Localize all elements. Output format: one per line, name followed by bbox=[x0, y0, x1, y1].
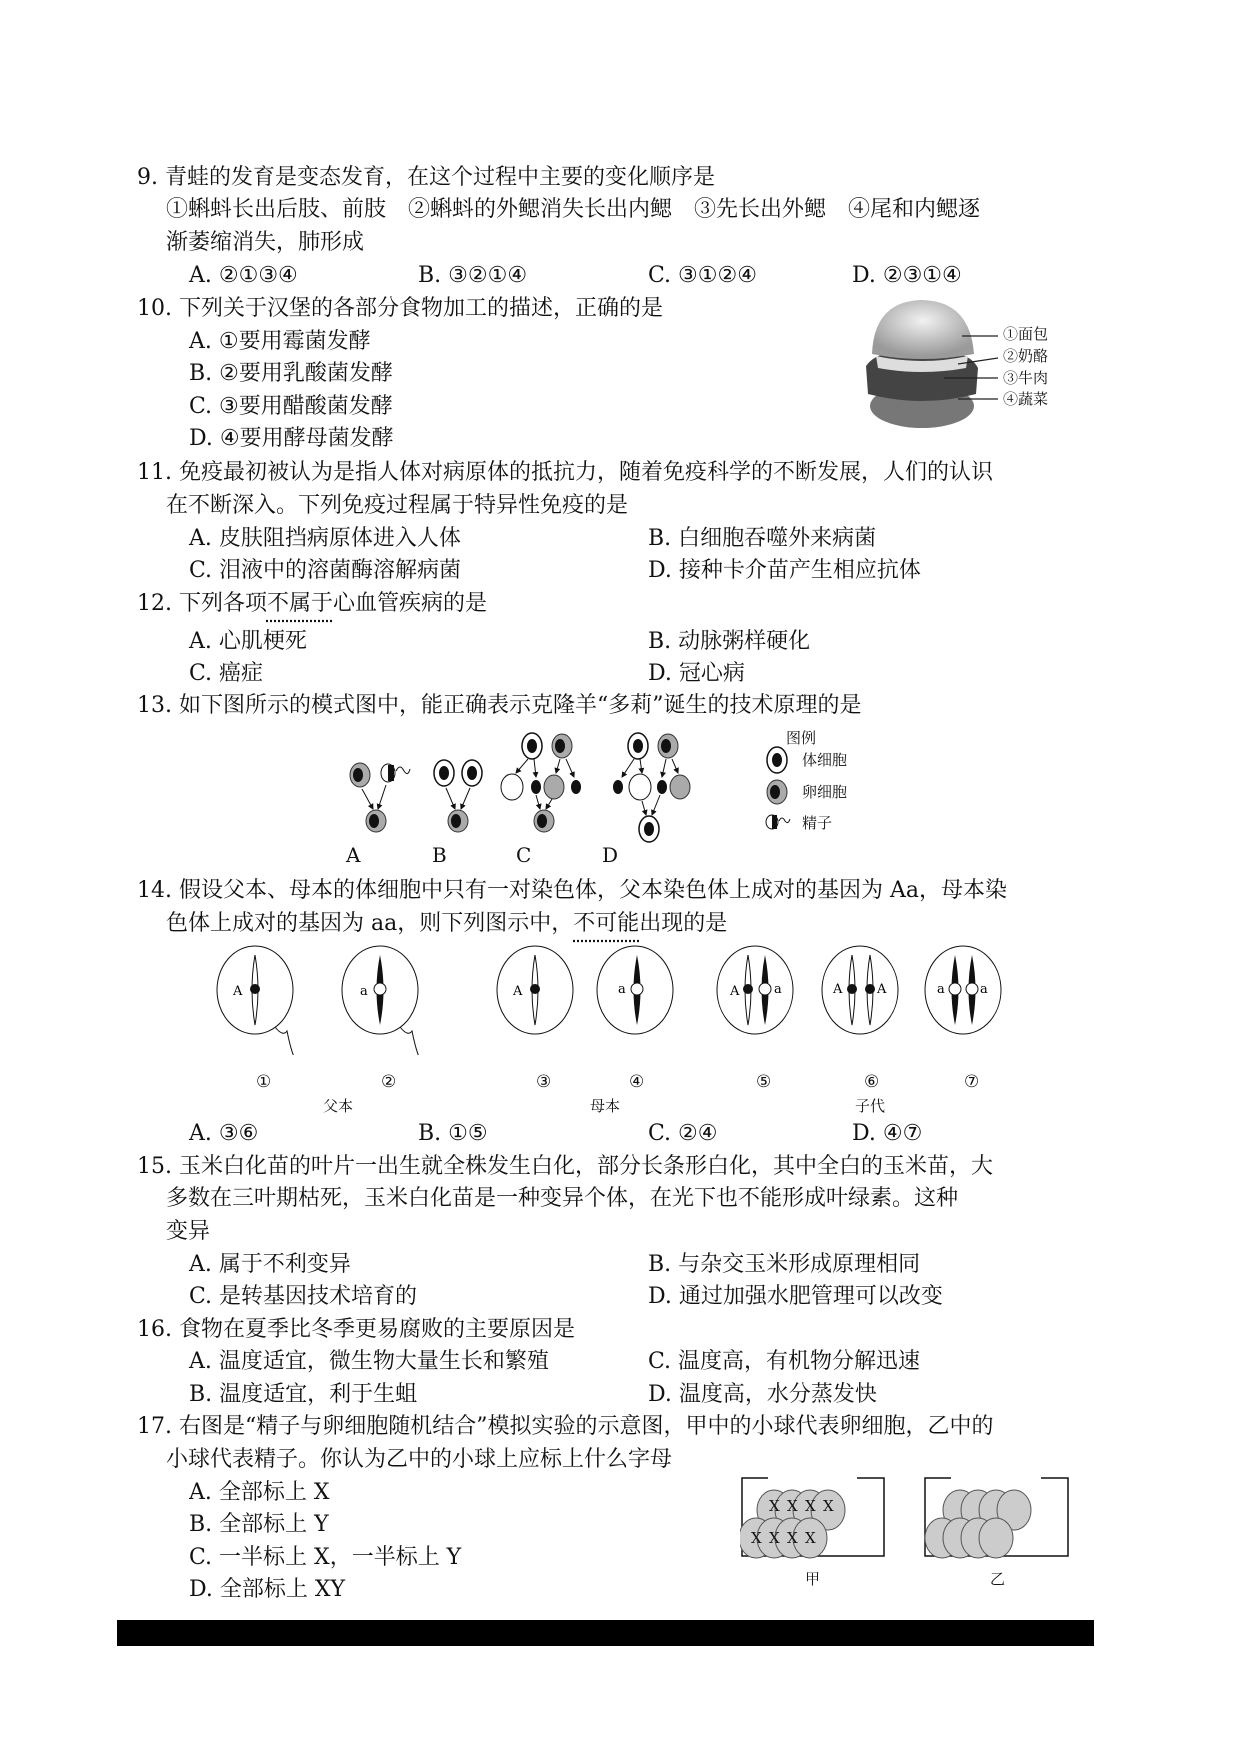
svg-text:A: A bbox=[513, 984, 523, 999]
q16-stem: 16. 食物在夏季比冬季更易腐败的主要原因是 bbox=[137, 1317, 575, 1342]
q15-option-d[interactable]: D. 通过加强水肥管理可以改变 bbox=[648, 1284, 943, 1309]
cell-number-2: ② bbox=[381, 1072, 397, 1092]
q11-option-a[interactable]: A. 皮肤阻挡病原体进入人体 bbox=[189, 526, 461, 551]
q15-stem: 15. 玉米白化苗的叶片一出生就全株发生白化，部分长条形白化，其中全白的玉米苗，大 bbox=[137, 1154, 993, 1179]
q9-option-a[interactable]: A. ②①③④ bbox=[189, 263, 298, 288]
q12-stem-pre: 12. 下列各项 bbox=[137, 591, 267, 616]
page-footer-bar bbox=[117, 1620, 1094, 1646]
ball-label: X bbox=[751, 1529, 762, 1547]
box-jia-balls bbox=[740, 1476, 890, 1558]
legend-somatic-cell: 体细胞 bbox=[802, 751, 848, 769]
box-label-jia: 甲 bbox=[805, 1570, 821, 1588]
ball-boxes-figure bbox=[740, 1476, 1080, 1616]
chromosome-diagram-svg bbox=[200, 945, 1020, 1055]
svg-text:A: A bbox=[877, 982, 887, 997]
q14-option-a[interactable]: A. ③⑥ bbox=[189, 1121, 259, 1146]
legend-sperm: 精子 bbox=[802, 814, 833, 832]
hamburger-figure bbox=[858, 296, 1078, 431]
q16-option-c[interactable]: C. 温度高，有机物分解迅速 bbox=[648, 1349, 921, 1374]
q11-line2: 在不断深入。下列免疫过程属于特异性免疫的是 bbox=[166, 493, 629, 518]
q14-option-c[interactable]: C. ②④ bbox=[648, 1121, 718, 1146]
label-bread: ①面包 bbox=[1003, 325, 1049, 343]
q9-line2: ①蝌蚪长出后肢、前肢 ②蝌蚪的外鳃消失长出内鳃 ③先长出外鳃 ④尾和内鳃逐 bbox=[166, 197, 981, 222]
q17-option-d[interactable]: D. 全部标上 XY bbox=[189, 1577, 346, 1602]
option-a-diagram bbox=[350, 763, 410, 832]
q10-option-a[interactable]: A. ①要用霉菌发酵 bbox=[189, 329, 371, 354]
svg-text:A: A bbox=[833, 982, 843, 997]
q11-option-b[interactable]: B. 白细胞吞噬外来病菌 bbox=[648, 526, 877, 551]
q9-option-b[interactable]: B. ③②①④ bbox=[418, 263, 528, 288]
ball-label: X bbox=[787, 1529, 798, 1547]
q16-option-b[interactable]: B. 温度适宜，利于生蛆 bbox=[189, 1382, 418, 1407]
q13-stem: 13. 如下图所示的模式图中，能正确表示克隆羊“多莉”诞生的技术原理的是 bbox=[137, 693, 862, 718]
q9-option-d[interactable]: D. ②③①④ bbox=[852, 263, 962, 288]
diagram-label-c: C bbox=[516, 843, 532, 867]
svg-text:a: a bbox=[980, 982, 988, 997]
svg-text:A: A bbox=[233, 984, 243, 999]
diagram-label-b: B bbox=[432, 843, 447, 867]
q14-option-b[interactable]: B. ①⑤ bbox=[418, 1121, 488, 1146]
q12-option-a[interactable]: A. 心肌梗死 bbox=[189, 629, 307, 654]
q10-stem: 10. 下列关于汉堡的各部分食物加工的描述，正确的是 bbox=[137, 296, 663, 321]
option-c-diagram bbox=[501, 733, 581, 832]
cell-number-4: ④ bbox=[629, 1072, 645, 1092]
q17-stem: 17. 右图是“精子与卵细胞随机结合”模拟实验的示意图，甲中的小球代表卵细胞，乙中的 bbox=[137, 1414, 994, 1439]
q10-option-d[interactable]: D. ④要用酵母菌发酵 bbox=[189, 426, 394, 451]
cloning-diagram bbox=[340, 725, 900, 865]
q11-option-d[interactable]: D. 接种卡介苗产生相应抗体 bbox=[648, 558, 921, 583]
q15-option-a[interactable]: A. 属于不利变异 bbox=[189, 1252, 351, 1277]
q14-line2-emphasis: 不可能 bbox=[573, 911, 640, 936]
q15-option-b[interactable]: B. 与杂交玉米形成原理相同 bbox=[648, 1252, 921, 1277]
cell-number-3: ③ bbox=[536, 1072, 552, 1092]
svg-text:a: a bbox=[774, 982, 782, 997]
q14-line2-post: 出现的是 bbox=[639, 911, 728, 936]
q14-stem: 14. 假设父本、母本的体细胞中只有一对染色体，父本染色体上成对的基因为 Aa，母本染 bbox=[137, 878, 1007, 903]
box-label-yi: 乙 bbox=[990, 1570, 1006, 1588]
q17-line2: 小球代表精子。你认为乙中的小球上应标上什么字母 bbox=[166, 1447, 673, 1472]
label-beef: ③牛肉 bbox=[1003, 369, 1049, 387]
cell-number-6: ⑥ bbox=[864, 1072, 880, 1092]
q10-option-c[interactable]: C. ③要用醋酸菌发酵 bbox=[189, 394, 393, 419]
q9-stem: 9. 青蛙的发育是变态发育，在这个过程中主要的变化顺序是 bbox=[137, 165, 715, 190]
q12-option-c[interactable]: C. 癌症 bbox=[189, 661, 264, 686]
legend bbox=[766, 747, 790, 829]
ball-label: X bbox=[787, 1497, 798, 1515]
q9-option-c[interactable]: C. ③①②④ bbox=[648, 263, 757, 288]
q12-stem-post: 心血管疾病的是 bbox=[333, 591, 488, 616]
q17-option-c[interactable]: C. 一半标上 X，一半标上 Y bbox=[189, 1545, 462, 1570]
chromosome-diagram bbox=[200, 945, 1020, 1115]
legend-egg-cell: 卵细胞 bbox=[802, 783, 848, 801]
ball-label: X bbox=[769, 1497, 780, 1515]
svg-text:a: a bbox=[937, 982, 945, 997]
q12-stem-emphasis: 不属于 bbox=[266, 591, 333, 616]
svg-text:a: a bbox=[618, 982, 626, 997]
q17-option-b[interactable]: B. 全部标上 Y bbox=[189, 1512, 329, 1537]
ball-label: X bbox=[805, 1529, 816, 1547]
q12-stem bbox=[137, 589, 487, 619]
q15-option-c[interactable]: C. 是转基因技术培育的 bbox=[189, 1284, 418, 1309]
q15-line2: 多数在三叶期枯死，玉米白化苗是一种变异个体，在光下也不能形成叶绿素。这种 bbox=[166, 1186, 959, 1211]
ball-label: X bbox=[823, 1497, 834, 1515]
svg-text:a: a bbox=[360, 984, 368, 999]
q16-option-a[interactable]: A. 温度适宜，微生物大量生长和繁殖 bbox=[189, 1349, 549, 1374]
label-cheese: ②奶酪 bbox=[1003, 347, 1049, 365]
group-label-mother: 母本 bbox=[590, 1097, 621, 1115]
q12-option-d[interactable]: D. 冠心病 bbox=[648, 661, 745, 686]
cell-number-7: ⑦ bbox=[964, 1072, 980, 1092]
option-b-diagram bbox=[434, 760, 482, 832]
q16-option-d[interactable]: D. 温度高，水分蒸发快 bbox=[648, 1382, 877, 1407]
q12-option-b[interactable]: B. 动脉粥样硬化 bbox=[648, 629, 811, 654]
diagram-label-a: A bbox=[346, 843, 361, 867]
option-d-diagram bbox=[613, 733, 690, 842]
svg-text:A: A bbox=[730, 984, 740, 999]
q14-line2-pre: 色体上成对的基因为 aa，则下列图示中， bbox=[166, 911, 574, 936]
diagram-label-d: D bbox=[602, 843, 619, 867]
q15-line3: 变异 bbox=[166, 1219, 211, 1244]
q17-option-a[interactable]: A. 全部标上 X bbox=[189, 1480, 330, 1505]
ball-label: X bbox=[805, 1497, 816, 1515]
group-label-offspring: 子代 bbox=[855, 1097, 886, 1115]
label-vegetable: ④蔬菜 bbox=[1003, 390, 1049, 408]
legend-title: 图例 bbox=[786, 729, 817, 747]
q11-option-c[interactable]: C. 泪液中的溶菌酶溶解病菌 bbox=[189, 558, 462, 583]
q14-option-d[interactable]: D. ④⑦ bbox=[852, 1121, 923, 1146]
q11-stem: 11. 免疫最初被认为是指人体对病原体的抵抗力，随着免疫科学的不断发展，人们的认识 bbox=[137, 460, 993, 485]
ball-label: X bbox=[769, 1529, 780, 1547]
cell-number-1: ① bbox=[256, 1072, 272, 1092]
q14-line2 bbox=[166, 909, 727, 939]
group-label-father: 父本 bbox=[323, 1097, 354, 1115]
cell-number-5: ⑤ bbox=[756, 1072, 772, 1092]
q10-option-b[interactable]: B. ②要用乳酸菌发酵 bbox=[189, 361, 393, 386]
q9-line3: 渐萎缩消失，肺形成 bbox=[166, 230, 365, 255]
